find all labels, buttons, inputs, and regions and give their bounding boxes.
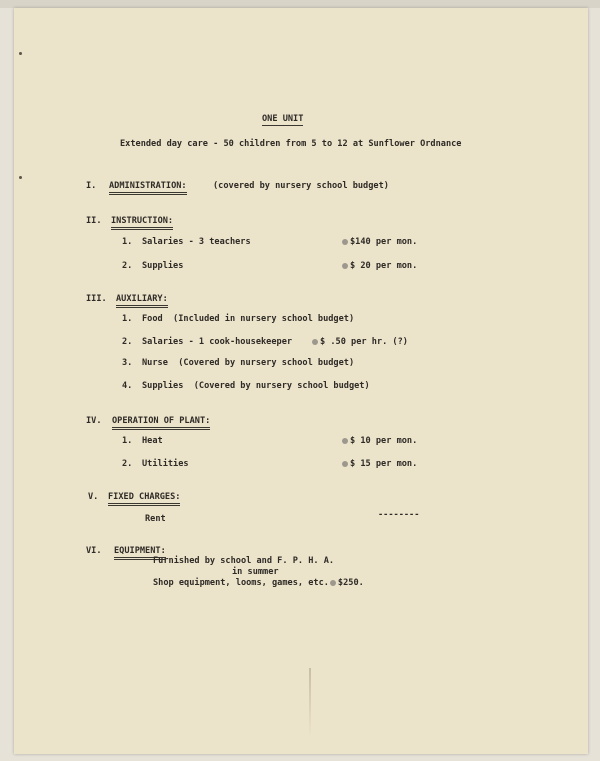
item-amount-row: [342, 459, 417, 470]
section-numeral: III.: [86, 294, 107, 304]
equipment-line: Shop equipment, looms, games, etc.: [153, 578, 329, 588]
item-amount: $ 20 per mon.: [350, 261, 418, 271]
item-text: Supplies (Covered by nursery school budget): [142, 381, 370, 391]
item-number: 2.: [122, 337, 133, 347]
item-text: Utilities: [142, 459, 189, 469]
item-number: 2.: [122, 459, 133, 469]
item-amount: $ 10 per mon.: [350, 436, 418, 446]
section-heading-administration: ADMINISTRATION:: [109, 181, 187, 195]
item-amount: $140 per mon.: [350, 237, 418, 247]
equipment-line: in summer: [232, 567, 279, 577]
item-amount-row: [342, 436, 417, 447]
document-title: ONE UNIT: [262, 114, 304, 124]
punch-mark: [19, 176, 22, 179]
section-note: (covered by nursery school budget): [213, 181, 389, 191]
section-heading-fixed-charges: FIXED CHARGES:: [108, 492, 180, 506]
section-heading-instruction: INSTRUCTION:: [111, 216, 173, 230]
bullet-dot: [312, 339, 318, 345]
item-amount: $ 15 per mon.: [350, 459, 418, 469]
item-number: 1.: [122, 436, 133, 446]
item-number: 1.: [122, 237, 133, 247]
bullet-dot: [342, 438, 348, 444]
section-numeral: V.: [88, 492, 99, 502]
item-number: 3.: [122, 358, 133, 368]
section-heading-auxiliary: AUXILIARY:: [116, 294, 168, 308]
bullet-dot: [342, 239, 348, 245]
item-amount-row: [342, 237, 417, 248]
bullet-dot: [342, 461, 348, 467]
item-text: Heat: [142, 436, 163, 446]
item-amount-row: [342, 261, 417, 272]
equipment-line: Furnished by school and F. P. H. A.: [153, 556, 335, 566]
scan-edge: [0, 0, 600, 8]
item-amount: $ .50 per hr. (?): [320, 337, 408, 347]
punch-mark: [19, 52, 22, 55]
item-amount: --------: [378, 510, 420, 520]
item-number: 1.: [122, 314, 133, 324]
section-numeral: II.: [86, 216, 102, 226]
item-text: Food (Included in nursery school budget): [142, 314, 355, 324]
document-subtitle: Extended day care - 50 children from 5 to 12 at Sunflower Ordnance: [120, 139, 462, 149]
section-numeral: VI.: [86, 546, 102, 556]
equipment-line-with-amount: [153, 578, 364, 589]
section-numeral: I.: [86, 181, 97, 191]
item-text: Salaries - 3 teachers: [142, 237, 251, 247]
bullet-dot: [342, 263, 348, 269]
item-text: Nurse (Covered by nursery school budget): [142, 358, 355, 368]
bullet-dot: [330, 580, 336, 586]
section-numeral: IV.: [86, 416, 102, 426]
item-text: Supplies: [142, 261, 184, 271]
item-number: 2.: [122, 261, 133, 271]
item-text: Salaries - 1 cook-housekeeper: [142, 337, 293, 347]
item-number: 4.: [122, 381, 133, 391]
item-amount-row: [312, 337, 408, 348]
item-amount: $250.: [337, 578, 364, 588]
section-heading-operation: OPERATION OF PLANT:: [112, 416, 210, 430]
paper-crease: [309, 668, 311, 738]
item-text: Rent: [145, 514, 166, 524]
section-heading-equipment: EQUIPMENT:: [114, 546, 166, 560]
